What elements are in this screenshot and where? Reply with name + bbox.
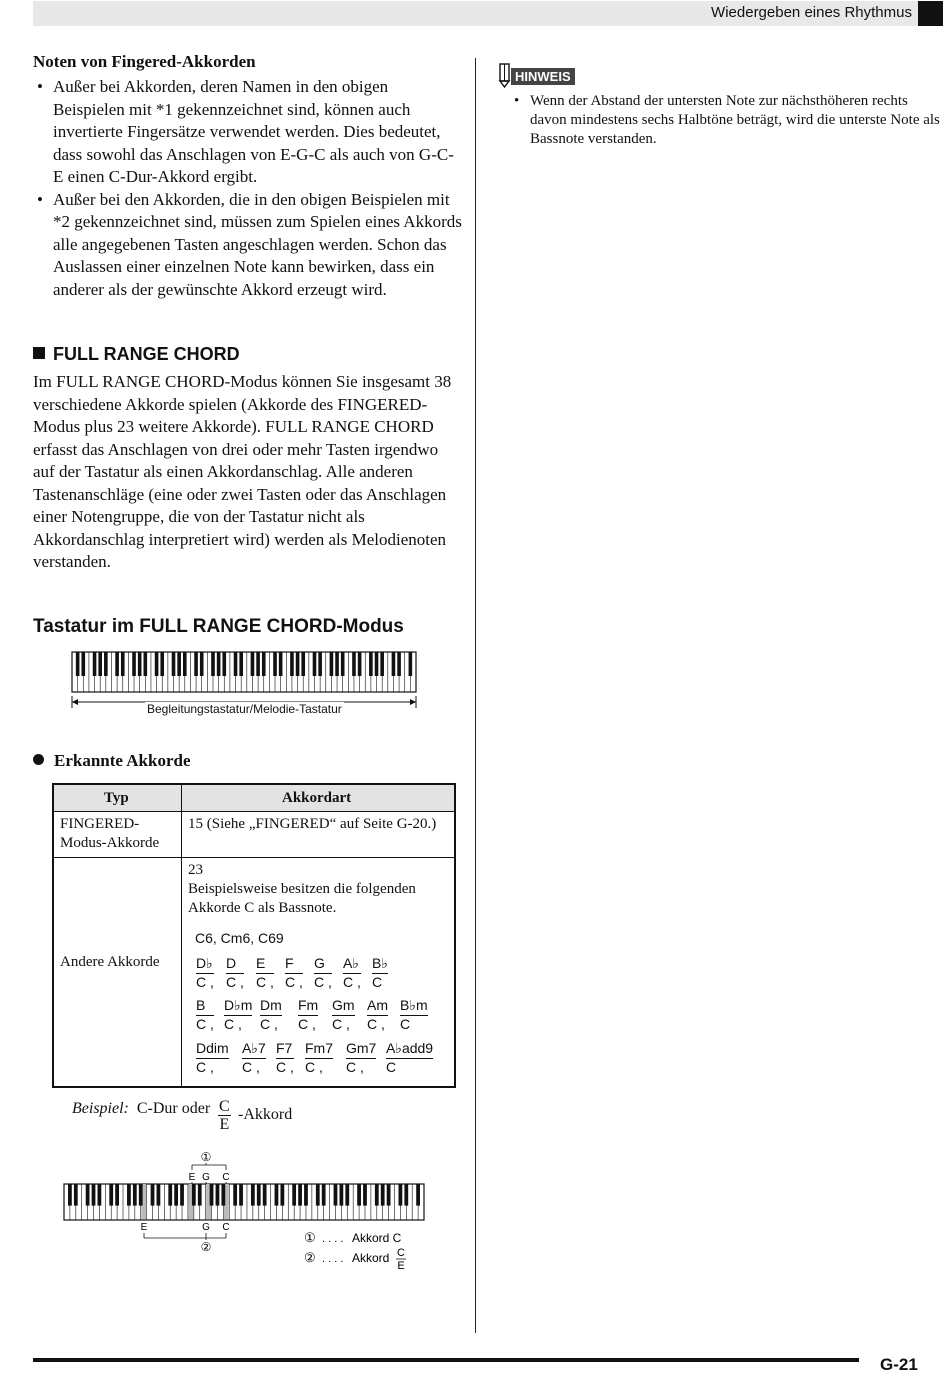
chord-bass: C , bbox=[332, 1016, 350, 1032]
black-key bbox=[335, 652, 339, 676]
black-key bbox=[352, 652, 356, 676]
row1-type: FINGERED-Modus-Akkorde bbox=[60, 816, 160, 851]
example-label: Beispiel: bbox=[72, 1100, 129, 1117]
chord-bass: C , bbox=[260, 1016, 278, 1032]
black-key bbox=[221, 1184, 225, 1206]
hinweis-text: • Wenn der Abstand der untersten Note zur nächsthöheren rechts davon mindestens sechs Halbtöne beträgt, wird die unterste Note als Bassnote verstanden. bbox=[510, 92, 940, 149]
black-key bbox=[392, 652, 396, 676]
slash-row-4-chord bbox=[346, 1040, 376, 1076]
chord-name: Dm bbox=[260, 997, 282, 1016]
legend-1-marker: ① bbox=[304, 1230, 316, 1245]
chord-name: A♭ bbox=[343, 955, 361, 974]
black-key bbox=[399, 1184, 403, 1206]
highlighted-white-key bbox=[206, 1206, 211, 1220]
chord-bass: C , bbox=[196, 974, 214, 990]
example-suffix: -Akkord bbox=[238, 1106, 293, 1123]
black-key bbox=[172, 652, 176, 676]
slash-row-4-chord bbox=[305, 1040, 333, 1076]
notes-list bbox=[33, 76, 463, 301]
black-key bbox=[301, 652, 305, 676]
recognized-title-text: Erkannte Akkorde bbox=[54, 751, 191, 770]
black-key bbox=[198, 1184, 202, 1206]
example-text: C-Dur oder bbox=[136, 1100, 211, 1117]
black-key bbox=[86, 1184, 90, 1206]
header-block bbox=[918, 1, 943, 26]
slash-row-2-chord bbox=[285, 955, 303, 991]
black-key bbox=[262, 652, 266, 676]
chord-name: B bbox=[196, 997, 214, 1016]
black-key bbox=[322, 1184, 326, 1206]
black-key bbox=[233, 1184, 237, 1206]
black-key bbox=[160, 652, 164, 676]
black-key bbox=[200, 652, 204, 676]
slash-row-2-chord bbox=[196, 955, 214, 991]
slash-row-2-chord bbox=[372, 955, 388, 991]
full-range-title bbox=[33, 344, 240, 365]
full-range-title-text: FULL RANGE CHORD bbox=[53, 344, 240, 364]
chord-table bbox=[52, 783, 456, 1088]
black-key bbox=[375, 652, 379, 676]
chords-line-1: C6, Cm6, C69 bbox=[195, 930, 284, 946]
black-key bbox=[98, 1184, 102, 1206]
table-header-kind: Akkordart bbox=[282, 790, 352, 806]
chord-bass: C , bbox=[305, 1059, 323, 1075]
black-key bbox=[68, 1184, 72, 1206]
chord-name: D♭m bbox=[224, 997, 252, 1016]
slash-row-2-chord bbox=[226, 955, 244, 991]
black-key bbox=[222, 652, 226, 676]
black-key bbox=[296, 652, 300, 676]
black-key bbox=[157, 1184, 161, 1206]
black-key bbox=[115, 1184, 119, 1206]
black-key bbox=[174, 1184, 178, 1206]
slash-row-4-chord bbox=[276, 1040, 294, 1076]
bottom-note-e: E bbox=[140, 1222, 148, 1233]
black-key bbox=[339, 1184, 343, 1206]
black-key bbox=[318, 652, 322, 676]
chord-name: G bbox=[314, 955, 332, 974]
chord-bass: C bbox=[372, 974, 383, 990]
black-key bbox=[217, 652, 221, 676]
chord-bass: C , bbox=[226, 974, 244, 990]
slash-row-2-chord bbox=[314, 955, 332, 991]
legend-2-dots: . . . . bbox=[322, 1253, 344, 1265]
row1-kind: 15 (Siehe „FINGERED“ auf Seite G-20.) bbox=[188, 816, 437, 832]
black-key bbox=[357, 1184, 361, 1206]
black-key bbox=[345, 1184, 349, 1206]
slash-row-3-chord bbox=[332, 997, 355, 1033]
chord-bass: C bbox=[400, 1016, 411, 1032]
black-key bbox=[183, 652, 187, 676]
legend-2-marker: ② bbox=[304, 1250, 316, 1265]
bottom-note-c: C bbox=[222, 1222, 230, 1233]
black-key bbox=[298, 1184, 302, 1206]
black-key bbox=[290, 652, 294, 676]
black-key bbox=[381, 1184, 385, 1206]
table-row-divider bbox=[54, 857, 454, 858]
black-key bbox=[192, 1184, 196, 1206]
black-key bbox=[279, 652, 283, 676]
marker-2: ② bbox=[200, 1240, 212, 1254]
header-title: Wiedergeben eines Rhythmus bbox=[711, 4, 912, 21]
black-key bbox=[98, 652, 102, 676]
chord-bass: C bbox=[386, 1059, 397, 1075]
legend-2-frac-top: C bbox=[397, 1247, 405, 1259]
black-key bbox=[292, 1184, 296, 1206]
arrow-left-icon bbox=[72, 699, 78, 705]
black-key bbox=[127, 1184, 131, 1206]
example-line bbox=[72, 1100, 210, 1118]
chord-name: F bbox=[285, 955, 303, 974]
chord-name: Fm7 bbox=[305, 1040, 333, 1059]
black-key bbox=[404, 1184, 408, 1206]
top-note-c: C bbox=[222, 1172, 230, 1183]
top-note-g: G bbox=[202, 1172, 210, 1183]
chord-name: A♭7 bbox=[242, 1040, 266, 1059]
chord-name: D♭ bbox=[196, 955, 214, 974]
black-key bbox=[273, 652, 277, 676]
black-key bbox=[93, 652, 97, 676]
chord-bass: C , bbox=[196, 1016, 214, 1032]
black-key bbox=[239, 1184, 243, 1206]
chord-bass: C , bbox=[276, 1059, 294, 1075]
row2-desc: Beispielsweise besitzen die folgenden Akkorde C als Bassnote. bbox=[188, 881, 416, 916]
recognized-title bbox=[33, 751, 191, 771]
notes-bullet-1: • Außer bei Akkorden, deren Namen in den obigen Beispielen mit *1 gekennzeichnet sind, können auch invertierte Fingersätze verwendet werden. Dies bedeutet, dass sowohl das Anschlagen von E-G-C als auch von G-C-E einen C-Dur-Akkord ergibt. bbox=[33, 76, 463, 189]
slash-row-2-chord bbox=[343, 955, 361, 991]
slash-row-3-chord bbox=[260, 997, 282, 1033]
chord-name: F7 bbox=[276, 1040, 294, 1059]
black-key bbox=[358, 652, 362, 676]
chord-name: E bbox=[256, 955, 274, 974]
black-key bbox=[316, 1184, 320, 1206]
chord-bass: C , bbox=[224, 1016, 242, 1032]
black-key bbox=[275, 1184, 279, 1206]
black-key bbox=[369, 652, 373, 676]
chord-bass: C , bbox=[256, 974, 274, 990]
full-range-paragraph: Im FULL RANGE CHORD-Modus können Sie insgesamt 38 verschiedene Akkorde spielen (Akkorde des FINGERED-Modus plus 23 weitere Akkorde). FULL RANGE CHORD erfasst das Anschlagen von drei oder mehr Tasten irgendwo auf der Tastatur als einen Akkordanschlag. Alle anderen Tastenanschläge (eine oder zwei Tasten oder das Anschlagen einer Notengruppe, die von der Tastatur nicht als Akkordanschlag interpretiert wird) werden als Melodienoten verstanden. bbox=[33, 372, 452, 571]
chord-bass: C , bbox=[346, 1059, 364, 1075]
example-keyboard-diagram bbox=[60, 1148, 430, 1278]
black-key bbox=[177, 652, 181, 676]
chord-bass: C , bbox=[314, 974, 332, 990]
black-key bbox=[304, 1184, 308, 1206]
slash-row-3-chord bbox=[196, 997, 214, 1033]
black-key bbox=[363, 1184, 367, 1206]
full-keyboard-diagram bbox=[66, 650, 422, 710]
bullet-dot-icon bbox=[33, 754, 44, 765]
black-key bbox=[81, 652, 85, 676]
slash-row-4-chord bbox=[196, 1040, 229, 1076]
table-header-type: Typ bbox=[104, 790, 129, 806]
black-key bbox=[234, 652, 238, 676]
row2-type: Andere Akkorde bbox=[60, 954, 160, 970]
black-key bbox=[76, 652, 80, 676]
black-key bbox=[132, 652, 136, 676]
legend-1-dots: . . . . bbox=[322, 1233, 344, 1245]
footer-line bbox=[33, 1358, 859, 1362]
highlighted-white-key bbox=[141, 1206, 146, 1220]
slash-row-2-chord bbox=[256, 955, 274, 991]
chord-bass: C , bbox=[196, 1059, 214, 1075]
highlighted-white-key bbox=[188, 1206, 193, 1220]
black-key bbox=[263, 1184, 267, 1206]
black-key bbox=[397, 652, 401, 676]
black-key bbox=[251, 1184, 255, 1206]
black-key bbox=[409, 652, 413, 676]
black-key bbox=[139, 1184, 143, 1206]
black-key bbox=[257, 1184, 261, 1206]
chord-name: Am bbox=[367, 997, 388, 1016]
black-key bbox=[92, 1184, 96, 1206]
black-key bbox=[387, 1184, 391, 1206]
square-icon bbox=[33, 347, 45, 359]
notes-bullet-2: • Außer bei den Akkorden, die in den obigen Beispielen mit *2 gekennzeichnet sind, müssen zum Spielen eines Akkords alle angegebenen Tasten angeschlagen werden. Schon das Auslassen einer einzelnen Note kann bewirken, dass ein anderer als der gewünschte Akkord erzeugt wird. bbox=[33, 189, 463, 302]
chord-bass: C , bbox=[298, 1016, 316, 1032]
black-key bbox=[74, 1184, 78, 1206]
keyboard-label: Begleitungstastatur/Melodie-Tastatur bbox=[147, 702, 342, 716]
chord-bass: C , bbox=[242, 1059, 260, 1075]
chord-bass: C , bbox=[343, 974, 361, 990]
black-key bbox=[251, 652, 255, 676]
example-frac-bottom: E bbox=[219, 1116, 230, 1133]
black-key bbox=[211, 652, 215, 676]
black-key bbox=[239, 652, 243, 676]
arrow-right-icon bbox=[410, 699, 416, 705]
black-key bbox=[194, 652, 198, 676]
black-key bbox=[280, 1184, 284, 1206]
example-fraction bbox=[218, 1098, 231, 1133]
chord-name: Ddim bbox=[196, 1040, 229, 1059]
black-key bbox=[115, 652, 119, 676]
chord-name: Fm bbox=[298, 997, 318, 1016]
hinweis-badge: HINWEIS bbox=[511, 68, 575, 85]
legend-2-text: Akkord bbox=[352, 1251, 390, 1265]
chord-name: D bbox=[226, 955, 244, 974]
chord-name: B♭m bbox=[400, 997, 428, 1016]
black-key bbox=[144, 652, 148, 676]
legend-1-text: Akkord C bbox=[352, 1231, 402, 1245]
black-key bbox=[330, 652, 334, 676]
row2-count: 23 bbox=[188, 862, 203, 878]
slash-row-3-chord bbox=[298, 997, 318, 1033]
legend-2-frac-bottom: E bbox=[397, 1260, 405, 1272]
slash-row-4-chord bbox=[386, 1040, 433, 1076]
bottom-note-g: G bbox=[202, 1222, 210, 1233]
chord-name: B♭ bbox=[372, 955, 388, 974]
marker-1: ① bbox=[200, 1150, 212, 1164]
black-key bbox=[380, 652, 384, 676]
black-key bbox=[180, 1184, 184, 1206]
slash-row-3-chord bbox=[224, 997, 252, 1033]
chord-bass: C , bbox=[285, 974, 303, 990]
black-key bbox=[210, 1184, 214, 1206]
black-key bbox=[121, 652, 125, 676]
highlighted-white-key bbox=[224, 1206, 229, 1220]
black-key bbox=[104, 652, 108, 676]
black-key bbox=[216, 1184, 220, 1206]
black-key bbox=[168, 1184, 172, 1206]
keyboard-title: Tastatur im FULL RANGE CHORD-Modus bbox=[33, 616, 404, 637]
table-column-divider bbox=[181, 785, 182, 1086]
black-key bbox=[334, 1184, 338, 1206]
black-key bbox=[256, 652, 260, 676]
black-key bbox=[341, 652, 345, 676]
black-key bbox=[375, 1184, 379, 1206]
slash-row-3-chord bbox=[400, 997, 428, 1033]
top-note-e: E bbox=[188, 1172, 196, 1183]
chord-name: Gm7 bbox=[346, 1040, 376, 1059]
black-key bbox=[313, 652, 317, 676]
black-key bbox=[155, 652, 159, 676]
column-divider bbox=[475, 58, 476, 1333]
chord-bass: C , bbox=[367, 1016, 385, 1032]
chord-name: A♭add9 bbox=[386, 1040, 433, 1059]
black-key bbox=[138, 652, 142, 676]
page-number: G-21 bbox=[880, 1355, 918, 1374]
slash-row-3-chord bbox=[367, 997, 388, 1033]
example-frac-top: C bbox=[219, 1098, 230, 1115]
slash-row-4-chord bbox=[242, 1040, 266, 1076]
black-key bbox=[151, 1184, 155, 1206]
black-key bbox=[416, 1184, 420, 1206]
notes-title: Noten von Fingered-Akkorden bbox=[33, 52, 256, 71]
black-key bbox=[133, 1184, 137, 1206]
chord-name: Gm bbox=[332, 997, 355, 1016]
black-key bbox=[109, 1184, 113, 1206]
